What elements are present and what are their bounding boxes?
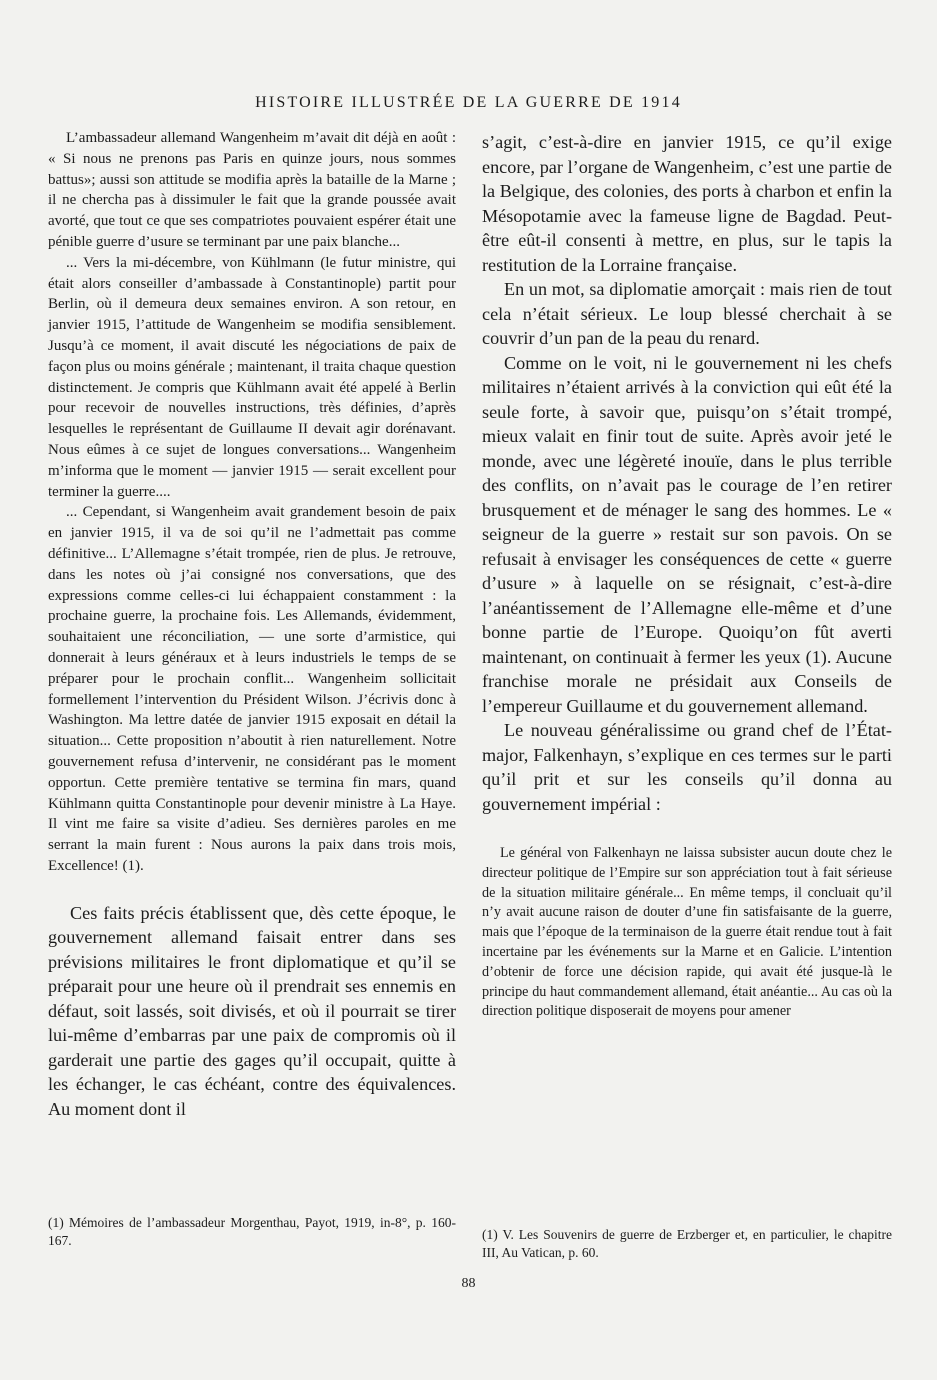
right-quote-paragraph: Le général von Falkenhayn ne laissa subsister aucun doute chez le directeur politique de l’Empire sur son appréciation tout à fait sérieuse de la situation militaire générale... En même temps, il concluait qu’il n’y avait aucune raison de douter d’une fin satisfaisante de la guerre, mais que l’époque de la terminaison de la guerre était rendue tout à fait incertaine par les événements sur la Marne et en Galicie. L’intention d’obtenir de force une décision rapide, qui avait été jusque-là le principe du haut commandement allemand, était anéantie... Au cas où la direction politique disposerait de moyens pour amener — [482, 845, 892, 1020]
right-column — [482, 130, 892, 1022]
left-body — [48, 901, 456, 1122]
right-body — [482, 130, 892, 816]
left-quote-paragraph: ... Cependant, si Wangenheim avait grandement besoin de paix en janvier 1915, il va de soi qu’il ne l’admettait pas comme définitive... L’Allemagne s’était trompée, rien de plus. Je retrouve, dans les notes où j’ai consigné nos conversations, que des expressions comme celles-ci lui échappaient constamment : la prochaine guerre, la prochaine fois. Les Allemands, évidemment, souhaitaient une réconciliation, — une sorte d’armistice, qui donnerait à leurs généraux et à leurs industriels le temps de se préparer pour le prochain conflit... Wangenheim sollicitait formellement l’intervention du Président Wilson. J’écrivis donc à Washington. Ma lettre datée de janvier 1915 exposait en détail la situation... Cette proposition n’aboutit à rien naturellement. Notre gouvernement refusa d’intervenir, ne considérant pas le moment opportun. Cette première tentative se termina fin mars, quand Kühlmann quitta Constantinople pour devenir ministre à La Haye. Il vint me faire sa visite d’adieu. Ses dernières paroles en me serrant la main furent : Nous aurons la paix dans trois mois, Excellence! (1). — [48, 504, 456, 874]
left-column — [48, 128, 456, 1121]
right-body-paragraph: En un mot, sa diplomatie amorçait : mais rien de tout cela n’était sérieux. Le loup blessé cherchait à se couvrir d’un pan de la peau du renard. — [482, 279, 892, 348]
footnote-left: (1) Mémoires de l’ambassadeur Morgenthau, Payot, 1919, in-8°, p. 160-167. — [48, 1215, 456, 1248]
right-quote — [482, 844, 892, 1022]
right-body-paragraph: s’agit, c’est-à-dire en janvier 1915, ce qu’il exige encore, par l’organe de Wangenheim, c’est une partie de la Belgique, des colonies, des ports à charbon et enfin la Mésopotamie avec la fameuse ligne de Bagdad. Peut-être eût-il consenti à mettre, en plus, sur le tapis la restitution de la Lorraine française. — [482, 132, 892, 275]
left-quote — [48, 128, 456, 877]
page-number: 88 — [461, 1276, 476, 1291]
running-head: HISTOIRE ILLUSTRÉE DE LA GUERRE DE 1914 — [255, 94, 682, 111]
left-quote-paragraph: ... Vers la mi-décembre, von Kühlmann (le futur ministre, qui était alors conseiller d’ambassade à Constantinople) partit pour Berlin, où il demeura deux semaines environ. A son retour, en janvier 1915, l’attitude de Wangenheim se modifia sensiblement. Jusqu’à ce moment, il avait discuté les négociations de paix de façon plus ou moins générale ; maintenant, il traita chaque question distinctement. Je compris que Kühlmann avait été appelé à Berlin pour recevoir de nouvelles instructions, très définies, d’après lesquelles le représentant de Guillaume II devait agir dorénavant. Nous eûmes à ce sujet de longues conversations... Wangenheim m’informa que le moment — janvier 1915 — serait excellent pour terminer la guerre.... — [48, 254, 456, 500]
right-body-paragraph: Le nouveau généralissime ou grand chef de l’État-major, Falkenhayn, s’explique en ces termes sur le parti qu’il prit et sur les conseils qu’il donna au gouvernement impérial : — [482, 720, 892, 814]
left-body-paragraph: Ces faits précis établissent que, dès cette époque, le gouvernement allemand faisait entrer dans ses prévisions militaires le front diplomatique et qu’il se préparait pour une heure où il prendrait ses ennemis en défaut, soit lassés, soit divisés, et où il pourrait se tirer lui-même d’embarras par une paix de compromis où il garderait une partie des gages qu’il occupait, quitte à les échanger, le cas échéant, contre des équivalences. Au moment dont il — [48, 902, 456, 1119]
right-body-paragraph: Comme on le voit, ni le gouvernement ni les chefs militaires n’étaient arrivés à la conviction qui eût été la seule forte, à savoir que, puisqu’on s’était trompé, mieux valait en finir tout de suite. Après avoir jeté le monde, avec une légèreté inouïe, dans le plus terrible des conflits, on n’avait pas le courage de l’en retirer brusquement et de ménager le sang des hommes. Le « seigneur de la guerre » restait sur son pavois. On se refusait à envisager les conséquences de cette « guerre d’usure » à laquelle on se résignait, c’est-à-dire l’anéantissement de l’Allemagne elle-même et d’une bonne partie de l’Europe. Quoiqu’on fût averti maintenant, on continuait à fermer les yeux (1). Aucune franchise morale ne présidait aux Conseils de l’empereur Guillaume et du gouvernement allemand. — [482, 352, 892, 716]
left-quote-paragraph: L’ambassadeur allemand Wangenheim m’avait dit déjà en août : « Si nous ne prenons pas Paris en quinze jours, nous sommes battus»; aussi son attitude se modifia après la bataille de la Marne ; il ne chercha pas à dissimuler le fait que la grande poussée avait avorté, que tout ce que ses compatriotes pouvaient espérer était une pénible guerre d’usure se terminant par une paix blanche... — [48, 130, 456, 250]
footnote-right: (1) V. Les Souvenirs de guerre de Erzberger et, en particulier, le chapitre III, Au Vatican, p. 60. — [482, 1227, 892, 1260]
